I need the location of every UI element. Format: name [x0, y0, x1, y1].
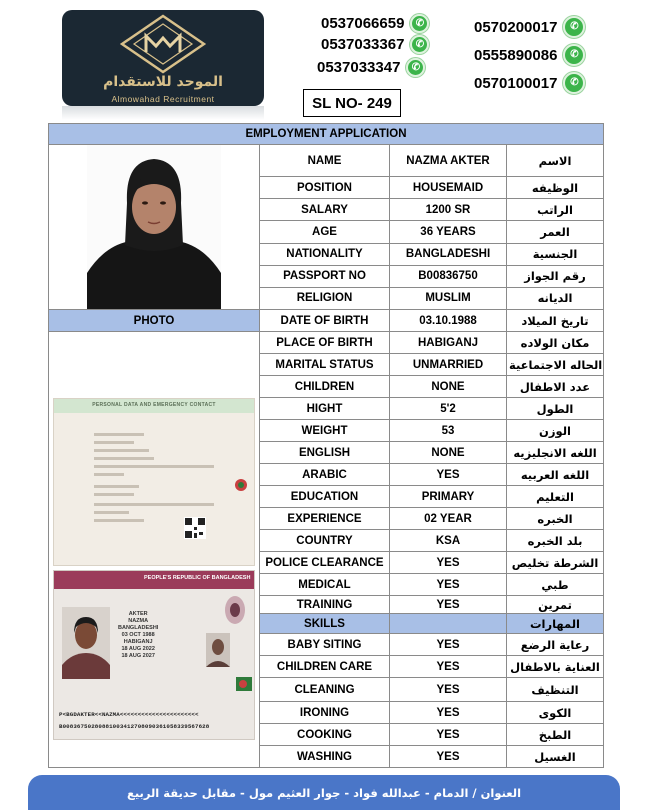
field-label-arabic: مكان الولاده	[507, 332, 604, 354]
skill-value: YES	[390, 634, 507, 656]
field-label: MARITAL STATUS	[260, 354, 390, 376]
phone-number: 0537033347	[317, 59, 401, 76]
field-label: SALARY	[260, 199, 390, 221]
skills-header-label: SKILLS	[260, 614, 390, 634]
field-label: POLICE CLEARANCE	[260, 552, 390, 574]
field-label-arabic: اللغه الانجليزيه	[507, 442, 604, 464]
whatsapp-icon: ✆	[563, 44, 585, 66]
title-row	[49, 124, 604, 145]
field-label: POSITION	[260, 177, 390, 199]
skill-label: WASHING	[260, 746, 390, 768]
field-label-arabic: الراتب	[507, 199, 604, 221]
passport-nationality: BANGLADESHI	[118, 625, 159, 631]
application-table	[48, 123, 604, 768]
field-label-arabic: الشرطة تخليص	[507, 552, 604, 574]
phone-right-3[interactable]	[474, 72, 585, 94]
ghost-photo-icon	[206, 633, 230, 667]
field-value: NAZMA AKTER	[390, 145, 507, 177]
phone-right-1[interactable]	[474, 16, 585, 38]
field-value: 53	[390, 420, 507, 442]
phone-number: 0570100017	[474, 74, 558, 92]
address-text: العنوان / الدمام - عبدالله فواد - جوار العثيم مول - مقابل حديقة الربيع	[126, 785, 522, 800]
field-value: 03.10.1988	[390, 310, 507, 332]
skill-label: COOKING	[260, 724, 390, 746]
logo-arabic-text: الموحد للاستقدام	[103, 74, 223, 90]
field-label-arabic: الديانه	[507, 287, 604, 309]
phone-number: 0537033367	[321, 36, 405, 53]
field-value: BANGLADESHI	[390, 243, 507, 265]
field-label: EDUCATION	[260, 486, 390, 508]
detail-row	[49, 332, 604, 354]
skill-label: CLEANING	[260, 678, 390, 702]
field-label: MEDICAL	[260, 574, 390, 596]
field-label-arabic: العمر	[507, 221, 604, 243]
passport-dob: 03 OCT 1988	[121, 632, 155, 638]
skill-label-arabic: التنظيف	[507, 678, 604, 702]
field-label-arabic: بلد الخبره	[507, 530, 604, 552]
field-label: HIGHT	[260, 398, 390, 420]
logo-reflection	[62, 106, 264, 120]
flag-icon	[236, 677, 252, 691]
skills-header-arabic: المهارات	[507, 614, 604, 634]
phone-right-2[interactable]	[474, 44, 585, 66]
field-value: NONE	[390, 376, 507, 398]
passport-bottom-header: PEOPLE'S REPUBLIC OF BANGLADESH	[144, 575, 251, 581]
passport-top-header: PERSONAL DATA AND EMERGENCY CONTACT	[54, 399, 254, 413]
field-label: AGE	[260, 221, 390, 243]
emblem-icon	[234, 477, 248, 493]
passport-given-name: NAZMA	[128, 618, 149, 624]
field-label-arabic: تمرين	[507, 596, 604, 614]
field-value: KSA	[390, 530, 507, 552]
detail-row	[49, 145, 604, 177]
field-label-arabic: اللغه العربيه	[507, 464, 604, 486]
field-value: YES	[390, 464, 507, 486]
field-label-arabic: الوظيفه	[507, 177, 604, 199]
photo-cell	[49, 145, 260, 310]
passport-photo-page	[53, 570, 255, 740]
logo-english-text: Almowahad Recruitment	[111, 94, 215, 104]
passport-scan	[53, 398, 255, 740]
field-value: 02 YEAR	[390, 508, 507, 530]
field-label: DATE OF BIRTH	[260, 310, 390, 332]
field-label: WEIGHT	[260, 420, 390, 442]
passport-scan-cell	[49, 332, 260, 768]
field-value: YES	[390, 574, 507, 596]
whatsapp-icon: ✆	[406, 58, 425, 77]
field-label: NATIONALITY	[260, 243, 390, 265]
phone-number: 0555890086	[474, 46, 558, 64]
skill-value: YES	[390, 678, 507, 702]
detail-row	[49, 310, 604, 332]
skills-header-blank	[390, 614, 507, 634]
hologram-icon	[224, 595, 246, 625]
qr-code-icon	[184, 517, 206, 539]
skill-label-arabic: العناية بالاطفال	[507, 656, 604, 678]
photo-label: PHOTO	[49, 310, 260, 332]
field-label: ARABIC	[260, 464, 390, 486]
field-label-arabic: عدد الاطفال	[507, 376, 604, 398]
whatsapp-icon: ✆	[410, 14, 429, 33]
footer-address	[28, 775, 620, 810]
phone-left-3[interactable]	[317, 58, 425, 77]
whatsapp-icon: ✆	[563, 16, 585, 38]
candidate-photo	[87, 145, 221, 309]
passport-surname: AKTER	[128, 611, 148, 617]
passport-issue: 18 AUG 2022	[121, 646, 155, 652]
whatsapp-icon: ✆	[563, 72, 585, 94]
skill-value: YES	[390, 702, 507, 724]
field-value: 1200 SR	[390, 199, 507, 221]
skill-value: YES	[390, 656, 507, 678]
field-label-arabic: الطول	[507, 398, 604, 420]
skill-label: CHILDREN CARE	[260, 656, 390, 678]
field-label: PASSPORT NO	[260, 265, 390, 287]
phone-number: 0537066659	[321, 15, 405, 32]
skill-label: BABY SITING	[260, 634, 390, 656]
skill-value: YES	[390, 746, 507, 768]
field-label: TRAINING	[260, 596, 390, 614]
serial-number: SL NO- 249	[303, 89, 401, 117]
passport-mrz-1: P<BGDAKTER<<NAZMA<<<<<<<<<<<<<<<<<<<<<<	[59, 711, 199, 718]
field-value: 36 YEARS	[390, 221, 507, 243]
field-label-arabic: الحاله الاجتماعية	[507, 354, 604, 376]
passport-data-page	[53, 398, 255, 566]
skill-label-arabic: رعاية الرضع	[507, 634, 604, 656]
passport-place: HABIGANJ	[123, 639, 153, 645]
company-logo	[62, 10, 264, 106]
skill-label-arabic: الغسيل	[507, 746, 604, 768]
skill-value: YES	[390, 724, 507, 746]
field-value: MUSLIM	[390, 287, 507, 309]
field-value: PRIMARY	[390, 486, 507, 508]
whatsapp-icon: ✆	[410, 35, 429, 54]
field-label: COUNTRY	[260, 530, 390, 552]
phone-left-1[interactable]	[321, 14, 429, 33]
field-label: PLACE OF BIRTH	[260, 332, 390, 354]
field-value: YES	[390, 552, 507, 574]
form-title: EMPLOYMENT APPLICATION	[49, 124, 604, 145]
field-value: 5'2	[390, 398, 507, 420]
passport-mrz-2: B00836750280881003412708090361058339567628	[59, 723, 210, 730]
field-value: HOUSEMAID	[390, 177, 507, 199]
field-label-arabic: الخبره	[507, 508, 604, 530]
skill-label-arabic: الطبخ	[507, 724, 604, 746]
field-value: HABIGANJ	[390, 332, 507, 354]
field-label-arabic: الوزن	[507, 420, 604, 442]
phone-left-2[interactable]	[321, 35, 429, 54]
field-label-arabic: الاسم	[507, 145, 604, 177]
field-value: UNMARRIED	[390, 354, 507, 376]
field-label: ENGLISH	[260, 442, 390, 464]
field-label-arabic: التعليم	[507, 486, 604, 508]
skill-label-arabic: الكوى	[507, 702, 604, 724]
field-label-arabic: طبي	[507, 574, 604, 596]
passport-expiry: 18 AUG 2027	[121, 653, 155, 659]
field-value: B00836750	[390, 265, 507, 287]
field-label-arabic: الجنسية	[507, 243, 604, 265]
field-value: NONE	[390, 442, 507, 464]
skill-label: IRONING	[260, 702, 390, 724]
field-label-arabic: تاريخ الميلاد	[507, 310, 604, 332]
field-label: RELIGION	[260, 287, 390, 309]
phone-number: 0570200017	[474, 18, 558, 36]
candidate-photo-icon	[87, 145, 221, 309]
field-value: YES	[390, 596, 507, 614]
field-label-arabic: رقم الجواز	[507, 265, 604, 287]
field-label: NAME	[260, 145, 390, 177]
passport-photo-icon	[62, 607, 110, 679]
logo-emblem-icon	[120, 14, 206, 74]
field-label: EXPERIENCE	[260, 508, 390, 530]
field-label: CHILDREN	[260, 376, 390, 398]
